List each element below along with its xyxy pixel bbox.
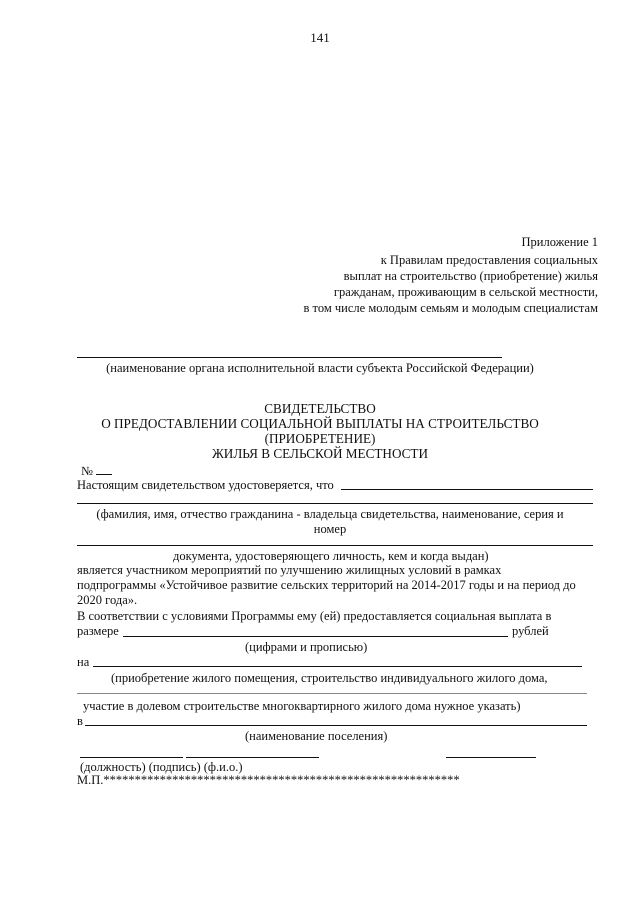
document-fill-line[interactable] bbox=[77, 545, 593, 546]
certify-text: Настоящим свидетельством удостоверяется, что bbox=[77, 478, 334, 492]
settlement-fill-line[interactable] bbox=[85, 725, 587, 726]
person-caption: (фамилия, имя, отчество гражданина - владельца свидетельства, наименование, серия и bbox=[96, 507, 564, 521]
settlement-caption: (наименование поселения) bbox=[245, 729, 388, 743]
share-caption: участие в долевом строительстве многоквартирного жилого дома нужное указать) bbox=[83, 699, 521, 713]
certificate-title-line: ЖИЛЬЯ В СЕЛЬСКОЙ МЕСТНОСТИ bbox=[211, 446, 429, 461]
appendix-block bbox=[304, 234, 598, 316]
page-number: 141 bbox=[310, 30, 330, 45]
authority-fill-line[interactable] bbox=[77, 357, 502, 358]
certificate-title-line: О ПРЕДОСТАВЛЕНИИ СОЦИАЛЬНОЙ ВЫПЛАТЫ НА СТРОИТЕЛЬСТВО bbox=[101, 416, 539, 431]
certify-fill-line[interactable] bbox=[341, 489, 593, 490]
document-caption: документа, удостоверяющего личность, кем и когда выдан) bbox=[173, 549, 489, 563]
body-line: является участником мероприятий по улучшению жилищных условий в рамках bbox=[77, 563, 502, 577]
person-caption-line: номер bbox=[313, 522, 347, 536]
signature-captions: (должность) (подпись) (ф.и.о.) bbox=[80, 760, 243, 774]
name-fill-line[interactable] bbox=[446, 757, 536, 758]
purpose-label: на bbox=[77, 655, 90, 669]
appendix-line: гражданам, проживающим в сельской местности, bbox=[333, 285, 598, 299]
body-line: В соответствии с условиями Программы ему (ей) предоставляется социальная выплата в bbox=[77, 609, 552, 623]
certificate-number-row bbox=[81, 463, 112, 479]
seal-line: М.П.********************************************************* bbox=[77, 773, 460, 787]
appendix-line: к Правилам предоставления социальных bbox=[380, 253, 598, 267]
body-line: подпрограммы «Устойчивое развитие сельских территорий на 2014-2017 годы и на период до bbox=[77, 578, 576, 592]
number-fill-line[interactable] bbox=[96, 463, 112, 475]
share-fill-line[interactable] bbox=[77, 693, 587, 694]
person-fill-line[interactable] bbox=[77, 503, 593, 504]
appendix-title: Приложение 1 bbox=[521, 235, 598, 249]
position-fill-line[interactable] bbox=[80, 757, 183, 758]
authority-caption: (наименование органа исполнительной власти субъекта Российской Федерации) bbox=[106, 361, 534, 375]
purpose-fill-line[interactable] bbox=[93, 666, 582, 667]
appendix-line: выплат на строительство (приобретение) жилья bbox=[343, 269, 598, 283]
currency-label: рублей bbox=[512, 624, 549, 638]
amount-caption: (цифрами и прописью) bbox=[245, 640, 368, 654]
signature-fill-line[interactable] bbox=[186, 757, 319, 758]
settlement-label: в bbox=[77, 714, 83, 728]
certificate-title: СВИДЕТЕЛЬСТВО bbox=[264, 401, 376, 416]
certificate-title-line: (ПРИОБРЕТЕНИЕ) bbox=[264, 431, 376, 446]
amount-label: размере bbox=[77, 624, 119, 638]
appendix-line: в том числе молодым семьям и молодым специалистам bbox=[303, 301, 598, 315]
amount-fill-line[interactable] bbox=[123, 636, 508, 637]
number-label: № bbox=[81, 464, 93, 478]
body-line: 2020 года». bbox=[77, 593, 138, 607]
purpose-caption: (приобретение жилого помещения, строительство индивидуального жилого дома, bbox=[111, 671, 548, 685]
